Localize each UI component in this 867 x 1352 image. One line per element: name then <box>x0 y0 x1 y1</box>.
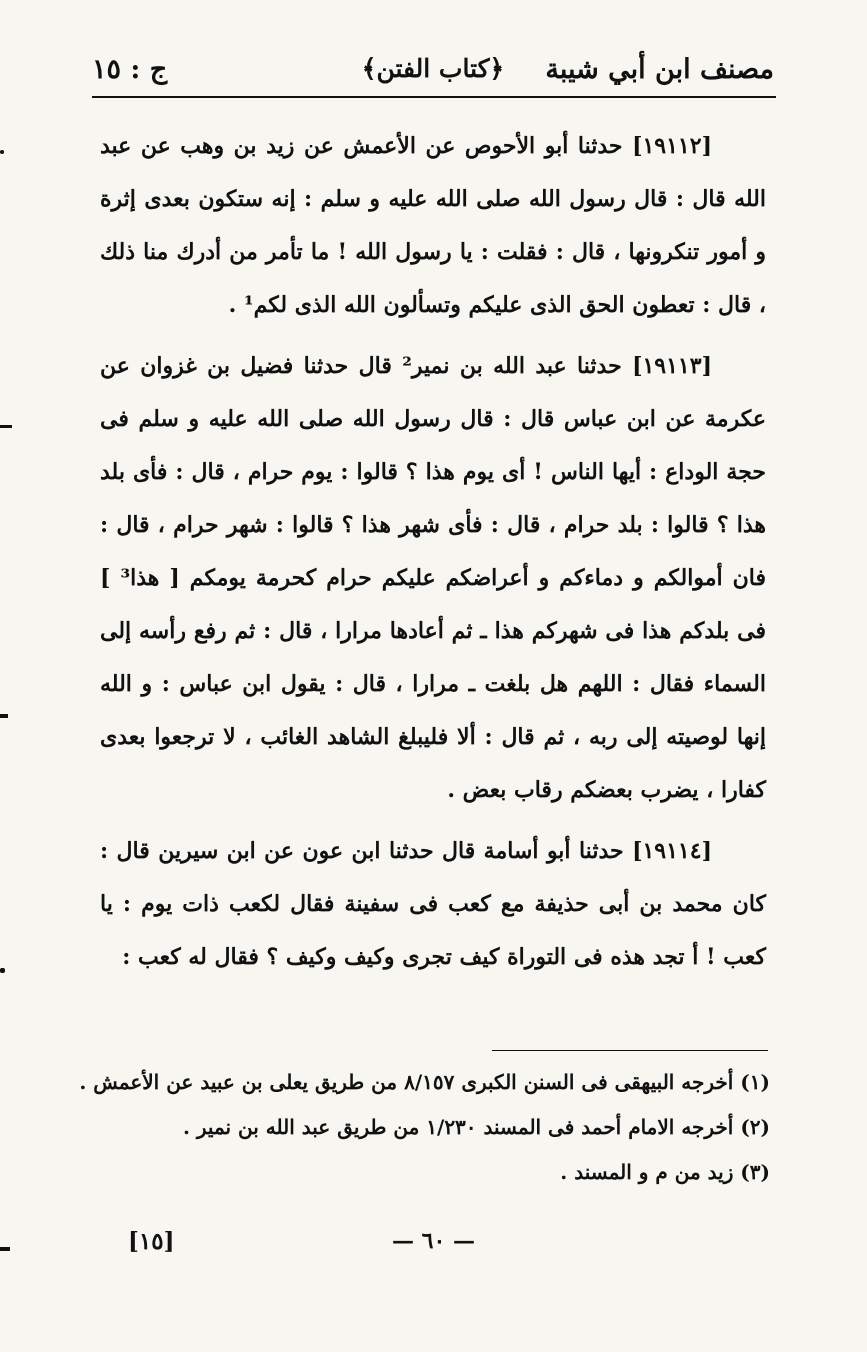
footnotes <box>79 1060 770 1195</box>
scan-speck <box>0 1247 10 1251</box>
volume-label: ج : ١٥ <box>92 54 168 85</box>
hadith-number: [١٩١١٤] <box>632 838 712 864</box>
hadith-paragraph <box>100 825 766 984</box>
header-rule <box>92 96 776 98</box>
hadith-number: [١٩١١٢] <box>632 133 712 159</box>
page-number: — ٦٠ — <box>392 1228 475 1254</box>
chapter-title: ﴿كتاب الفتن﴾ <box>361 54 505 83</box>
main-text <box>100 120 766 992</box>
footnote: (١) أخرجه البيهقى فى السنن الكبرى ٨/١٥٧ من طريق يعلى بن عبيد عن الأعمش . <box>79 1070 770 1094</box>
hadith-paragraph <box>100 120 766 332</box>
hadith-text: حدثنا أبو أسامة قال حدثنا ابن عون عن ابن سيرين قال : كان محمد بن أبى حذيفة مع كعب فى سفينة فقال لكعب ذات يوم : يا كعب ! أ تجد هذه فى التوراة كيف تجرى وكيف وكيف ؟ فقال له كعب : <box>100 838 766 970</box>
scan-speck <box>0 968 5 973</box>
book-title: مصنف ابن أبي شيبة <box>545 54 774 85</box>
hadith-text: حدثنا أبو الأحوص عن الأعمش عن زيد بن وهب عن عبد الله قال : قال رسول الله صلى الله عليه و سلم : إنه ستكون بعدى إثرة و أمور تنكرونها ، قال : فقلت : يا رسول الله ! ما تأمر من أدرك منا ذلك ، قال : تعطون الحق الذى عليكم وتسألون الله الذى لكم¹ . <box>100 133 766 318</box>
running-header <box>92 52 774 96</box>
scan-speck <box>0 714 8 718</box>
hadith-text: حدثنا عبد الله بن نمير² قال حدثنا فضيل بن غزوان عن عكرمة عن ابن عباس قال : قال رسول الله صلى الله عليه و سلم فى حجة الوداع : أيها الناس ! أى يوم هذا ؟ قالوا : يوم حرام ، قال : فأى بلد هذا ؟ قالوا : بلد حرام ، قال : فأى شهر هذا ؟ قالوا : شهر حرام ، قال : فان أموالكم و دماءكم و أعراضكم عليكم حرام كحرمة يومكم [ هذا³ ] فى بلدكم هذا فى شهركم هذا ـ ثم أعادها مرارا ، قال : ثم رفع رأسه إلى السماء فقال : اللهم هل بلغت ـ مرارا ، قال : يقول ابن عباس : و الله إنها لوصيته إلى ربه ، ثم قال : ألا فليبلغ الشاهد الغائب ، لا ترجعوا بعدى كفارا ، يضرب بعضكم رقاب بعض . <box>100 353 766 803</box>
hadith-number: [١٩١١٣] <box>632 353 712 379</box>
scan-speck <box>0 425 12 428</box>
footnote-rule <box>492 1050 768 1051</box>
footnote: (٢) أخرجه الامام أحمد فى المسند ١/٢٣٠ من طريق عبد الله بن نمير . <box>182 1115 770 1139</box>
volume-mark: [١٥] <box>128 1228 175 1255</box>
footnote: (٣) زيد من م و المسند . <box>560 1160 770 1184</box>
scan-speck <box>0 150 4 154</box>
hadith-paragraph <box>100 340 766 817</box>
